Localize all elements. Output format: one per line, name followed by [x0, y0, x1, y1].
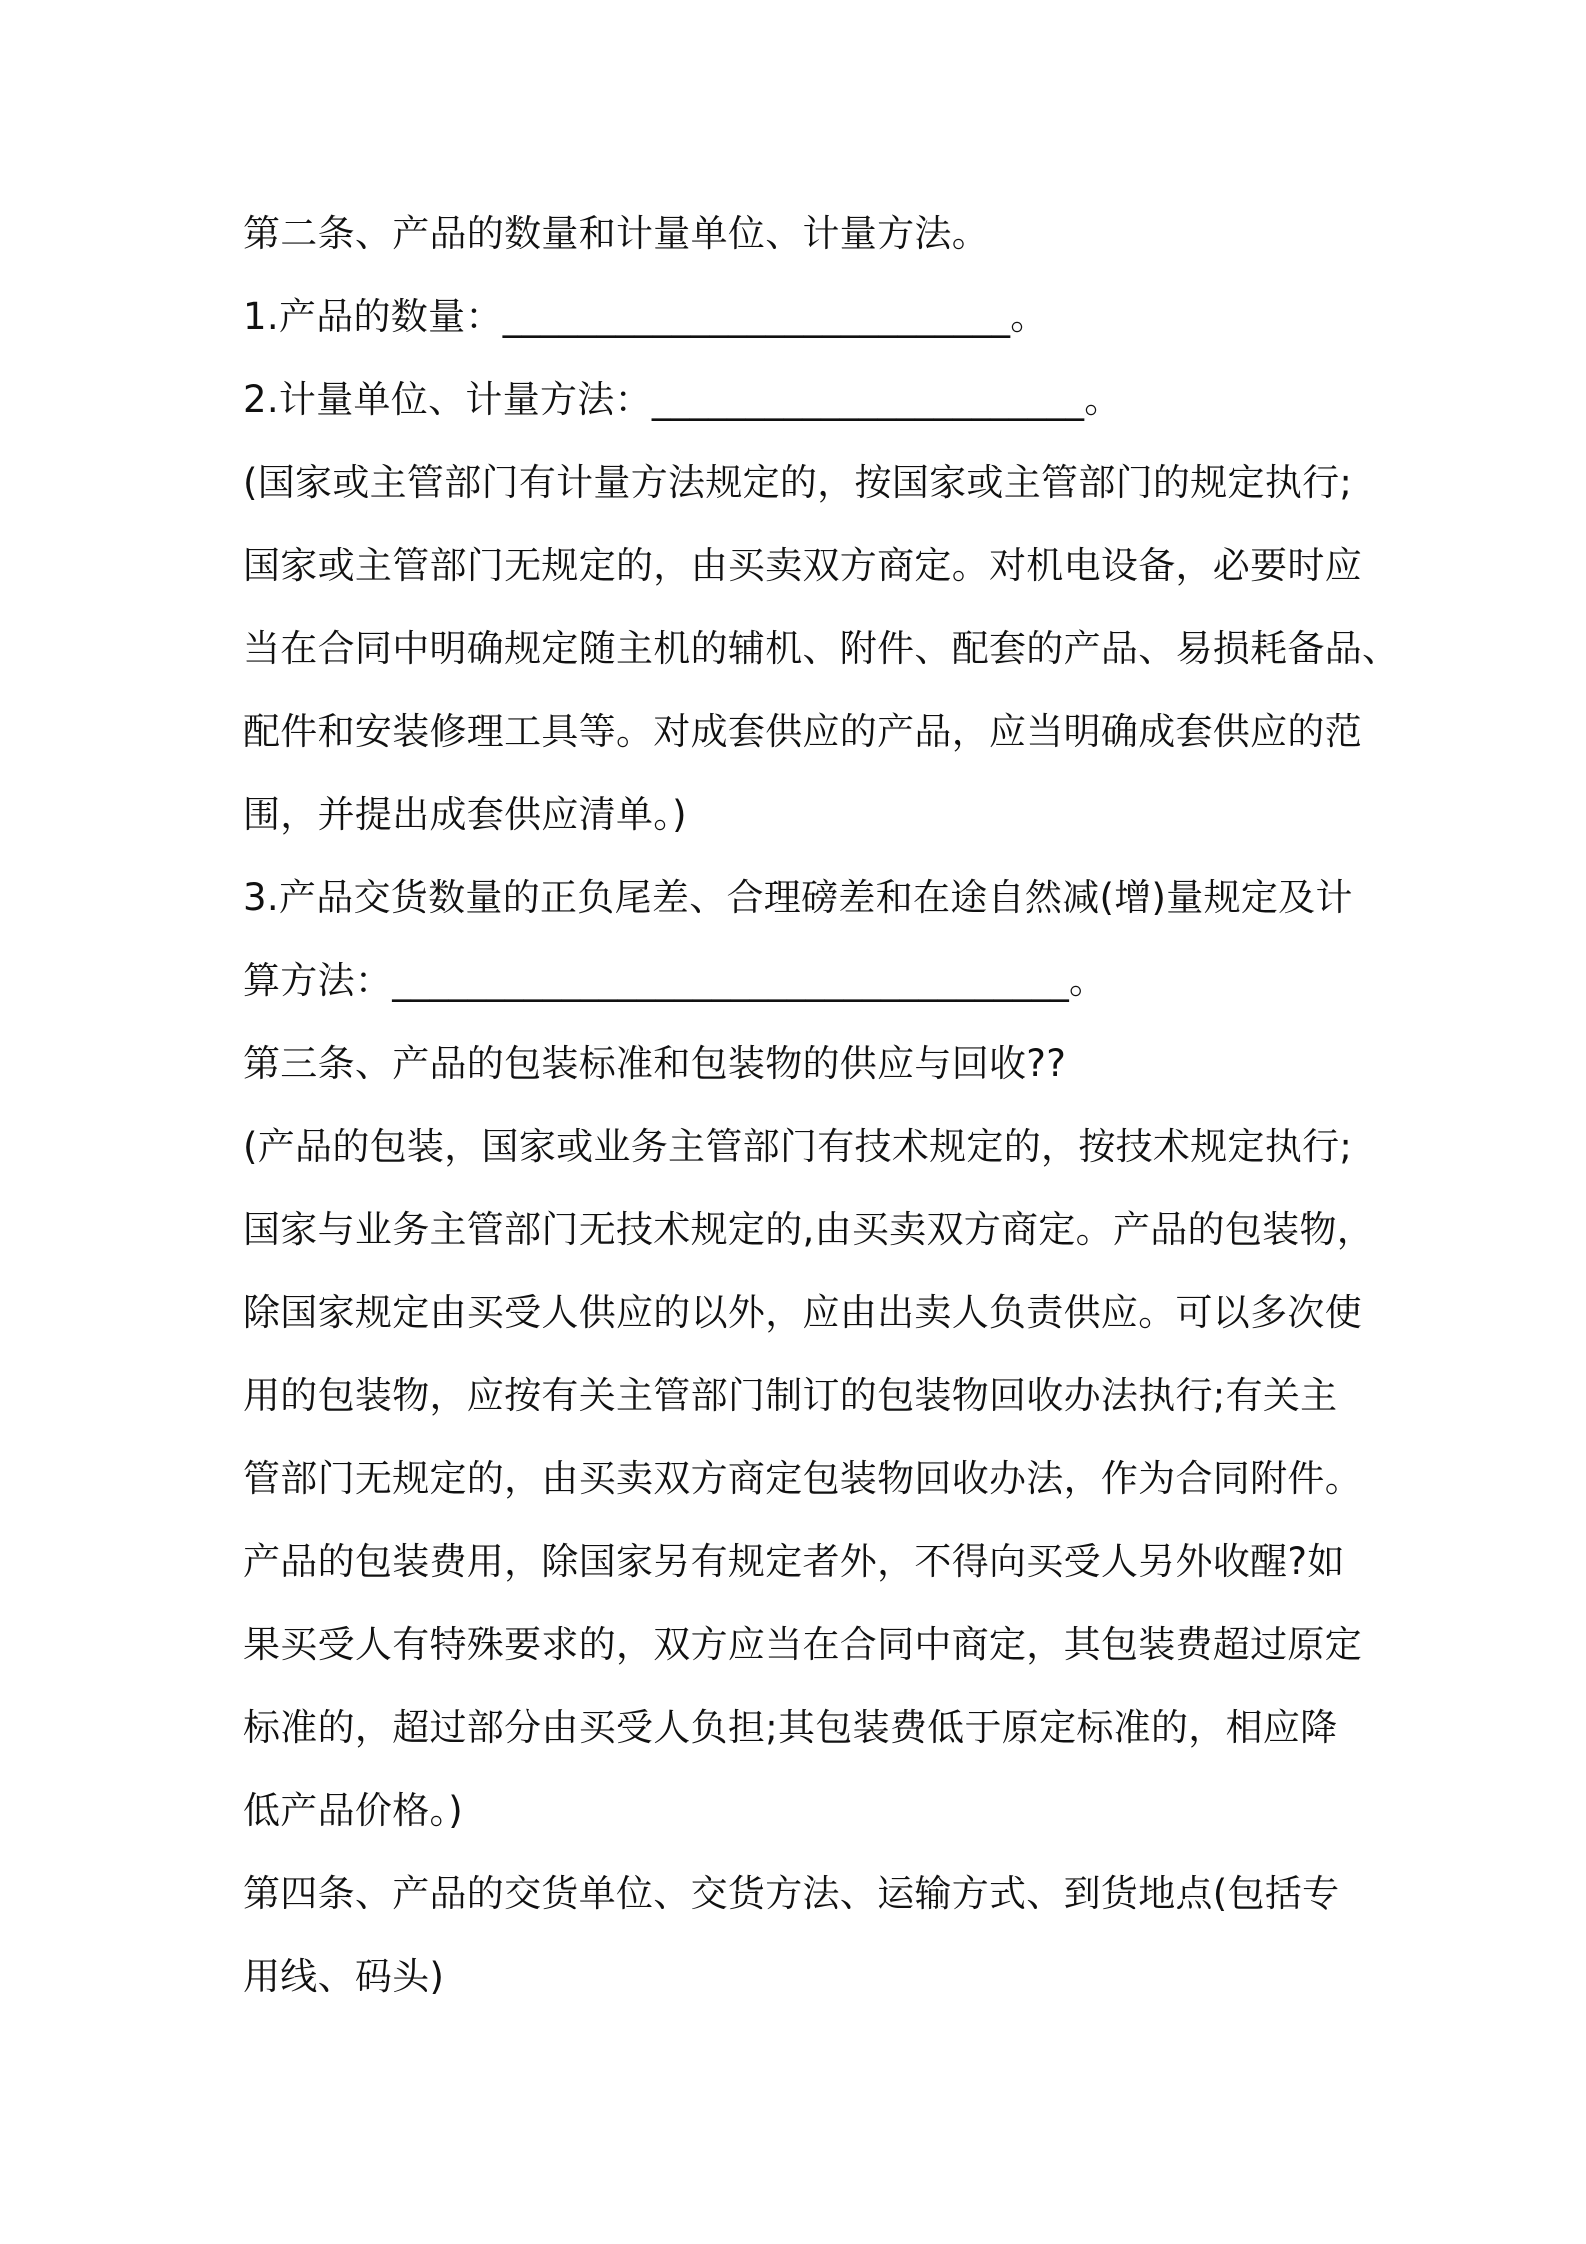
article-3-note-line: 低产品价格。): [243, 1789, 464, 1832]
article-3-note-line: 产品的包装费用，除国家另有规定者外，不得向买受人另外收醒?如: [243, 1540, 1345, 1583]
unit-method-item: 2.计量单位、计量方法：_______________________。: [243, 378, 1122, 421]
article-2-note-line: 国家或主管部门无规定的，由买卖双方商定。对机电设备，必要时应: [243, 544, 1362, 587]
contract-text: [243, 192, 1400, 2018]
article-4-heading: 第四条、产品的交货单位、交货方法、运输方式、到货地点(包括专: [243, 1872, 1340, 1915]
article-3-note-line: 用的包装物，应按有关主管部门制订的包装物回收办法执行;有关主: [243, 1374, 1338, 1417]
article-2-note-line: 当在合同中明确规定随主机的辅机、附件、配套的产品、易损耗备品、: [243, 627, 1400, 670]
quantity-item: 1.产品的数量：___________________________。: [243, 295, 1048, 338]
article-2-heading: 第二条、产品的数量和计量单位、计量方法。: [243, 212, 989, 255]
article-3-heading: 第三条、产品的包装标准和包装物的供应与回收??: [243, 1042, 1067, 1085]
article-3-note-line: 果买受人有特殊要求的，双方应当在合同中商定，其包装费超过原定: [243, 1623, 1362, 1666]
tolerance-item: 算方法：____________________________________。: [243, 959, 1107, 1002]
article-2-note-line: 围，并提出成套供应清单。): [243, 793, 687, 836]
article-2-note-line: (国家或主管部门有计量方法规定的，按国家或主管部门的规定执行;: [243, 461, 1353, 504]
article-3-note-line: 除国家规定由买受人供应的以外，应由出卖人负责供应。可以多次使: [243, 1291, 1362, 1334]
article-4-heading: 用线、码头): [243, 1955, 445, 1998]
article-3-note-line: (产品的包装，国家或业务主管部门有技术规定的，按技术规定执行;: [243, 1125, 1353, 1168]
tolerance-item: 3.产品交货数量的正负尾差、合理磅差和在途自然减(增)量规定及计: [243, 876, 1353, 919]
article-2-note-line: 配件和安装修理工具等。对成套供应的产品，应当明确成套供应的范: [243, 710, 1362, 753]
article-3-note-line: 标准的，超过部分由买受人负担;其包装费低于原定标准的，相应降: [243, 1706, 1338, 1749]
article-3-note-line: 国家与业务主管部门无技术规定的,由买卖双方商定。产品的包装物，: [243, 1208, 1375, 1251]
article-3-note-line: 管部门无规定的，由买卖双方商定包装物回收办法，作为合同附件。: [243, 1457, 1362, 1500]
